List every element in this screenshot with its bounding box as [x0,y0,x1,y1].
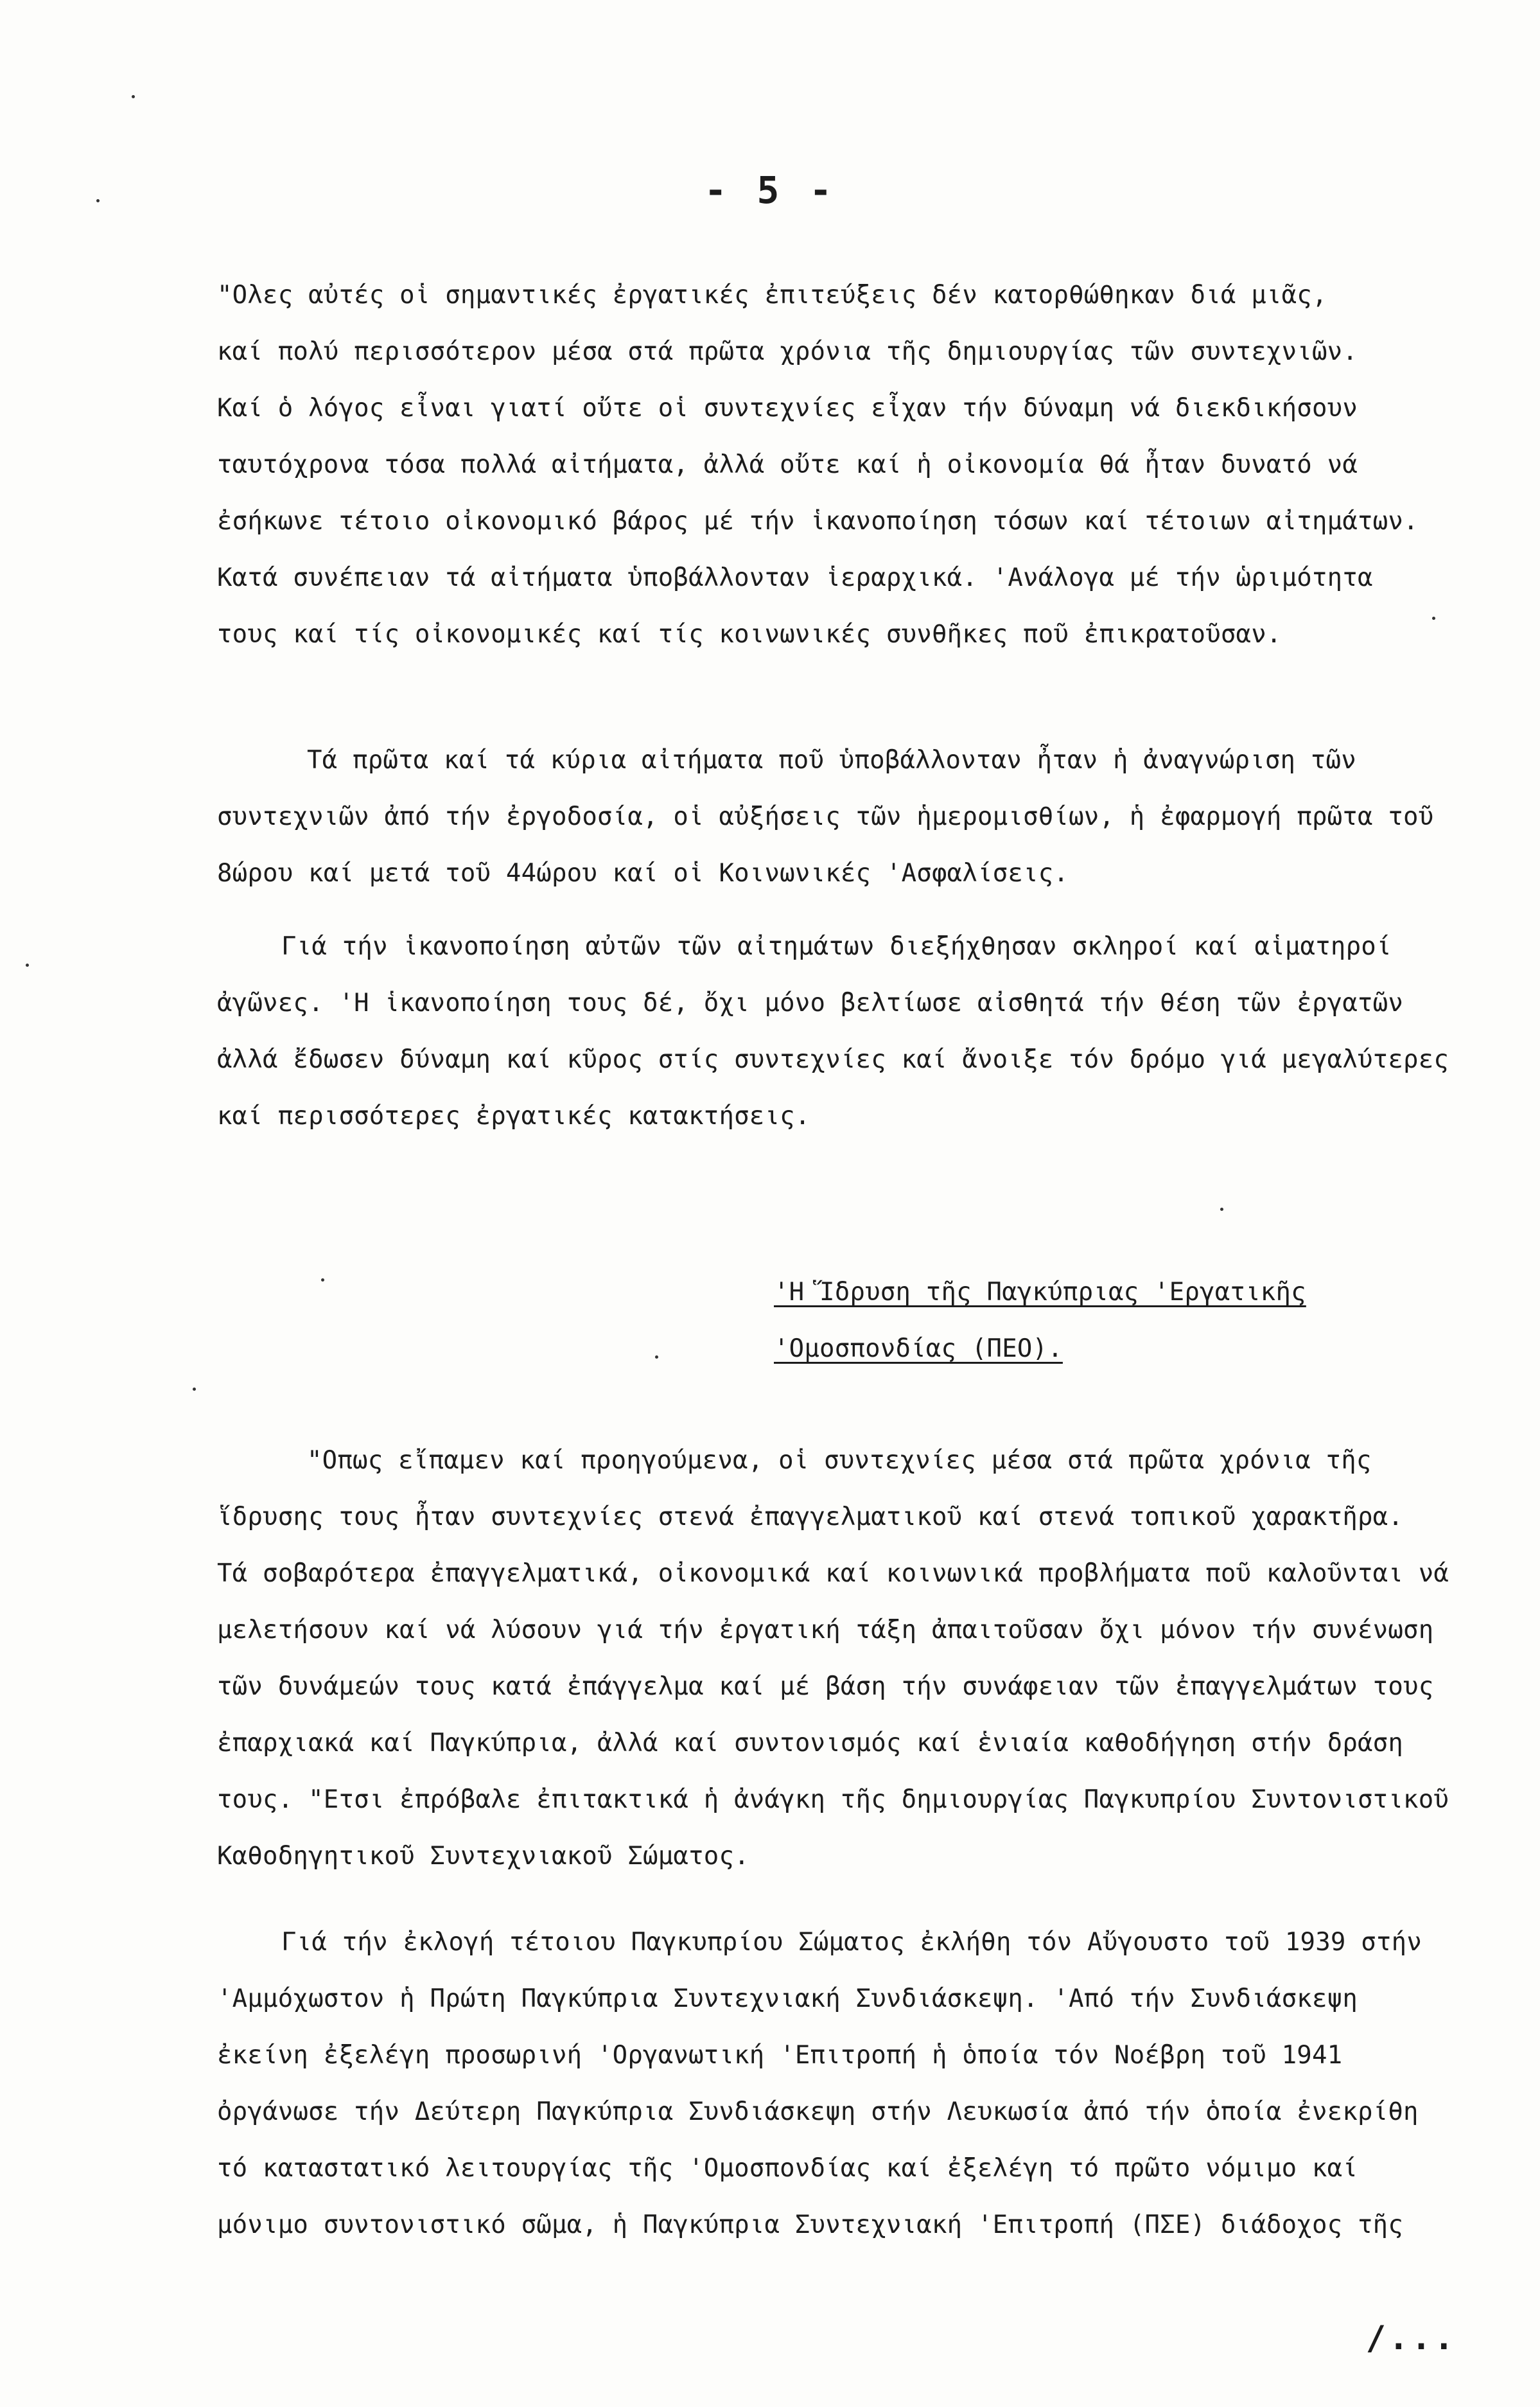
scan-speck [321,1278,324,1282]
text-line: ἀλλά ἔδωσεν δύναμη καί κῦρος στίς συντεχνίες καί ἄνοιξε τόν δρόμο γιά μεγαλύτερες [217,1045,1449,1074]
paragraph-4 [217,1433,1514,1885]
text-line: καί πολύ περισσότερον μέσα στά πρῶτα χρόνια τῆς δημιουργίας τῶν συντεχνιῶν. [217,337,1358,366]
paragraph-2 [217,732,1514,902]
scan-speck [132,95,135,98]
text-line: τῶν δυνάμεών τους κατά ἐπάγγελμα καί μέ βάση τήν συνάφειαν τῶν ἐπαγγελμάτων τους [217,1672,1434,1701]
scan-speck [26,964,29,967]
text-line: ἐπαρχιακά καί Παγκύπρια, ἀλλά καί συντονισμός καί ἑνιαία καθοδήγηση στήν δράση [217,1729,1404,1758]
text-line: Καθοδηγητικοῦ Συντεχνιακοῦ Σώματος. [217,1842,749,1871]
text-line: Τά σοβαρότερα ἐπαγγελματικά, οἰκονομικά καί κοινωνικά προβλήματα ποῦ καλοῦνται νά [217,1559,1449,1588]
text-line: Γιά τήν ἐκλογή τέτοιου Παγκυπρίου Σώματος ἐκλήθη τόν Αὔγουστο τοῦ 1939 στήν [281,1928,1422,1957]
text-line: μελετήσουν καί νά λύσουν γιά τήν ἐργατική τάξη ἀπαιτοῦσαν ὄχι μόνον τήν συνένωση [217,1616,1434,1644]
text-line: μόνιμο συντονιστικό σῶμα, ἡ Παγκύπρια Συντεχνιακή 'Επιτροπή (ΠΣΕ) διάδοχος τῆς [217,2210,1404,2239]
text-line: ταυτόχρονα τόσα πολλά αἰτήματα, ἀλλά οὔτε καί ἡ οἰκονομία θά ἦταν δυνατό νά [217,450,1358,479]
text-line: συντεχνιῶν ἀπό τήν ἐργοδοσία, οἱ αὐξήσεις τῶν ἡμερομισθίων, ἡ ἐφαρμογή πρῶτα τοῦ [217,802,1434,831]
text-line: ὀργάνωσε τήν Δεύτερη Παγκύπρια Συνδιάσκεψη στήν Λευκωσία ἀπό τήν ὁποία ἐνεκρίθη [217,2097,1419,2126]
text-line: "Οπως εἴπαμεν καί προηγούμενα, οἱ συντεχνίες μέσα στά πρῶτα χρόνια τῆς [307,1446,1372,1475]
text-line: 8ώρου καί μετά τοῦ 44ώρου καί οἱ Κοινωνικές 'Ασφαλίσεις. [217,859,1069,888]
text-line: τους. "Ετσι ἐπρόβαλε ἐπιτακτικά ἡ ἀνάγκη τῆς δημιουργίας Παγκυπρίου Συντονιστικοῦ [217,1785,1449,1814]
paragraph-3 [217,919,1514,1145]
text-line: "Ολες αὐτές οἱ σημαντικές ἐργατικές ἐπιτεύξεις δέν κατορθώθηκαν διά μιᾶς, [217,281,1327,310]
scan-speck [193,1388,196,1391]
section-heading [774,1264,1480,1377]
text-line: Κατά συνέπειαν τά αἰτήματα ὑποβάλλονταν ἱεραρχικά. 'Ανάλογα μέ τήν ὡριμότητα [217,563,1373,592]
paragraph-5 [217,1914,1514,2253]
text-line: τους καί τίς οἰκονομικές καί τίς κοινωνικές συνθῆκες ποῦ ἐπικρατοῦσαν. [217,620,1282,649]
paragraph-1 [217,267,1514,663]
scan-speck [1220,1208,1223,1211]
text-line: ἐκείνη ἐξελέγη προσωρινή 'Οργανωτική 'Επιτροπή ἡ ὁποία τόν Νοέβρη τοῦ 1941 [217,2041,1343,2070]
continuation-mark: /... [1365,2319,1457,2358]
scan-speck [655,1355,658,1359]
heading-line: 'Ομοσπονδίας (ΠΕΟ). [774,1334,1063,1363]
page-number: - 5 - [704,168,836,212]
text-line: ἐσήκωνε τέτοιο οἰκονομικό βάρος μέ τήν ἱκανοποίηση τόσων καί τέτοιων αἰτημάτων. [217,507,1419,536]
text-line: τό καταστατικό λειτουργίας τῆς 'Ομοσπονδίας καί ἐξελέγη τό πρῶτο νόμιμο καί [217,2154,1358,2183]
text-line: καί περισσότερες ἐργατικές κατακτήσεις. [217,1102,810,1131]
text-line: Γιά τήν ἱκανοποίηση αὐτῶν τῶν αἰτημάτων διεξήχθησαν σκληροί καί αἱματηροί [281,932,1392,961]
text-line: ἀγῶνες. 'Η ἱκανοποίηση τους δέ, ὄχι μόνο βελτίωσε αἰσθητά τήν θέση τῶν ἐργατῶν [217,989,1404,1018]
text-line: Τά πρῶτα καί τά κύρια αἰτήματα ποῦ ὑποβάλλονταν ἦταν ἡ ἀναγνώριση τῶν [307,746,1356,775]
scan-speck [96,199,100,202]
text-line: 'Αμμόχωστον ἡ Πρώτη Παγκύπρια Συντεχνιακή Συνδιάσκεψη. 'Από τήν Συνδιάσκεψη [217,1984,1358,2013]
heading-line: 'Η Ἵδρυση τῆς Παγκύπριας 'Εργατικῆς [774,1278,1306,1307]
scan-speck [1432,617,1435,620]
text-line: Καί ὁ λόγος εἶναι γιατί οὔτε οἱ συντεχνίες εἶχαν τήν δύναμη νά διεκδικήσουν [217,394,1358,423]
text-line: ἵδρυσης τους ἦταν συντεχνίες στενά ἐπαγγελματικοῦ καί στενά τοπικοῦ χαρακτῆρα. [217,1503,1404,1531]
